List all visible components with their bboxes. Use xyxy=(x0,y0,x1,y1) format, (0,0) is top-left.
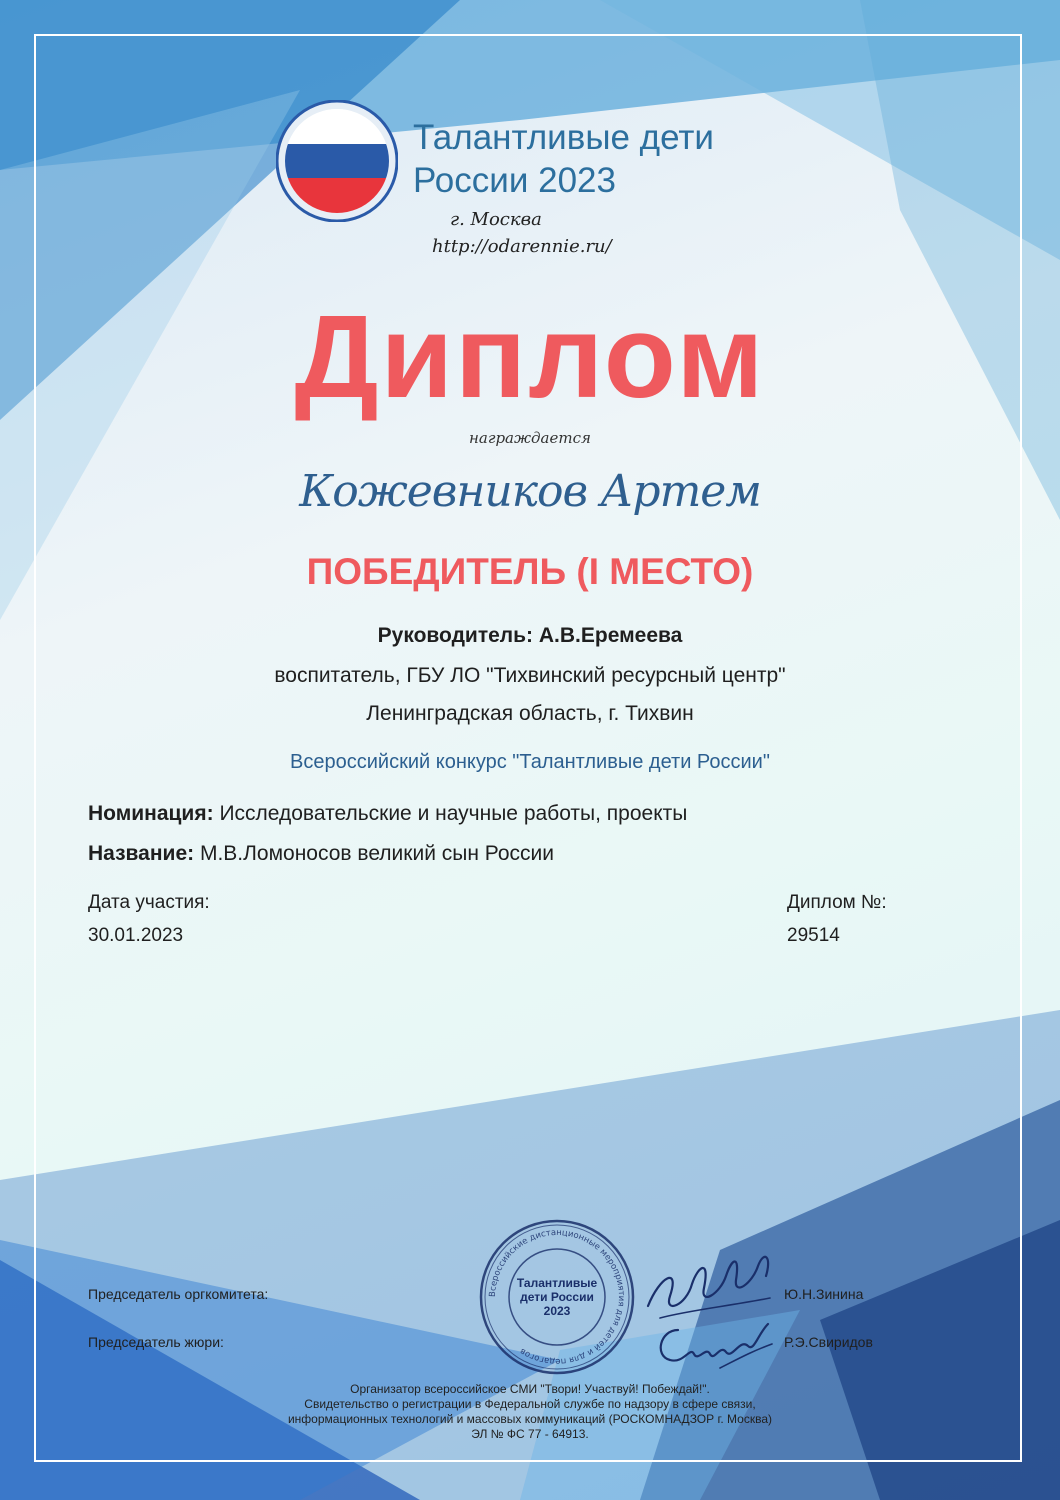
footer-line-1: Организатор всероссийское СМИ "Твори! Участвуй! Побеждай!". xyxy=(350,1382,710,1396)
footer-line-2: Свидетельство о регистрации в Федеральной службе по надзору в сфере связи, xyxy=(304,1397,756,1411)
organization-title xyxy=(413,116,833,202)
diploma-title: Диплом xyxy=(294,291,766,423)
city: г. Москва xyxy=(450,209,542,230)
footer-line-3: информационных технологий и массовых коммуникаций (РОСКОМНАДЗОР г. Москва) xyxy=(287,1412,773,1426)
work-name-label: Название: xyxy=(88,842,195,865)
leader: Руководитель: А.В.Еремеева xyxy=(377,624,683,647)
orgcommittee-chair-label: Председатель оргкомитета: xyxy=(88,1286,269,1302)
organization-title-line1: Талантливые дети xyxy=(413,118,714,157)
orgcommittee-chair-name: Ю.Н.Зинина xyxy=(784,1286,864,1302)
signature-jury xyxy=(650,1316,778,1378)
website-link[interactable]: http://odarennie.ru/ xyxy=(432,236,612,257)
nomination-value: Исследовательские и научные работы, проекты xyxy=(219,802,688,825)
awarded-label: награждается xyxy=(469,429,591,447)
stamp-ring-text: Всероссийские дистанционные мероприятия для детей и для педагогов xyxy=(487,1227,627,1367)
signature-orgcommittee xyxy=(640,1236,780,1328)
date-value: 30.01.2023 xyxy=(88,925,184,946)
jury-chair-label: Председатель жюри: xyxy=(88,1334,224,1350)
official-stamp xyxy=(478,1218,636,1376)
recipient-name: Кожевников Артем xyxy=(299,466,761,517)
award-place: ПОБЕДИТЕЛЬ (I МЕСТО) xyxy=(306,551,754,592)
diploma-number-label: Диплом №: xyxy=(787,892,887,913)
organization-title-line2: России 2023 xyxy=(413,161,616,200)
nomination-row xyxy=(88,802,687,826)
stamp-center-text: Талантливые дети России 2023 xyxy=(516,1276,598,1318)
contest-name: Всероссийский конкурс "Талантливые дети России" xyxy=(290,751,770,773)
work-name-value: М.В.Ломоносов великий сын России xyxy=(199,842,555,865)
russian-flag-logo xyxy=(276,100,398,222)
footer-registration xyxy=(0,1382,1060,1442)
work-name-row xyxy=(88,842,554,866)
region: Ленинградская область, г. Тихвин xyxy=(366,702,694,725)
date-label: Дата участия: xyxy=(88,892,210,913)
footer-line-4: ЭЛ № ФС 77 - 64913. xyxy=(471,1427,589,1441)
diploma-number-value: 29514 xyxy=(787,925,840,946)
leader-position: воспитатель, ГБУ ЛО "Тихвинский ресурсный центр" xyxy=(274,664,786,687)
nomination-label: Номинация: xyxy=(88,802,214,825)
jury-chair-name: Р.Э.Свиридов xyxy=(784,1334,873,1350)
